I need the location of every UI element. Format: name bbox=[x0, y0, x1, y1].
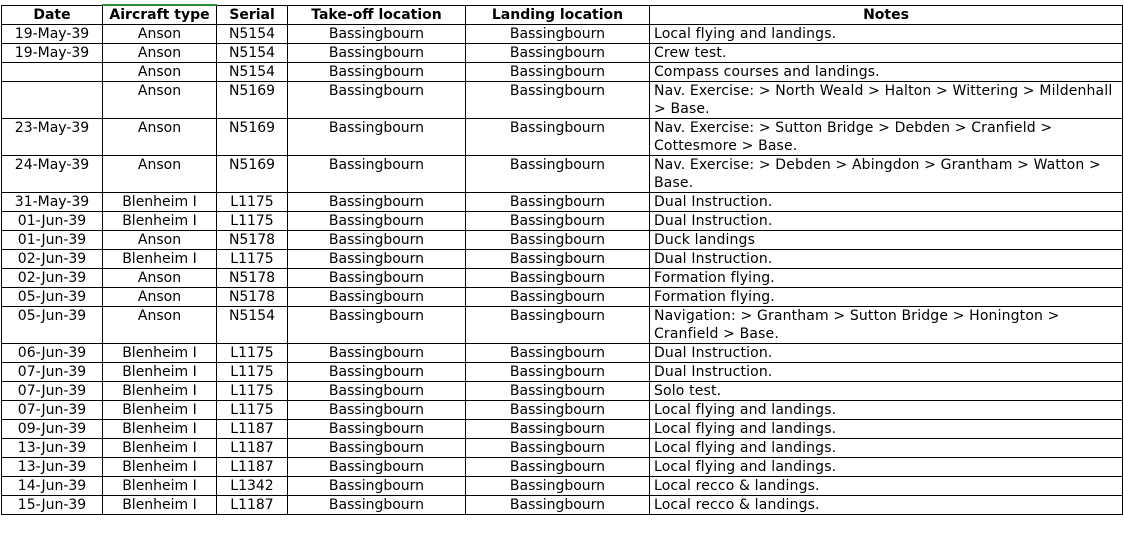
cell-date[interactable]: 05-Jun-39 bbox=[2, 288, 103, 307]
cell-aircraft-type[interactable]: Anson bbox=[103, 288, 217, 307]
table-row bbox=[2, 420, 1123, 439]
table-row bbox=[2, 231, 1123, 250]
cell-takeoff-location[interactable]: Bassingbourn bbox=[288, 250, 466, 269]
cell-aircraft-type[interactable]: Anson bbox=[103, 156, 217, 193]
table-row bbox=[2, 25, 1123, 44]
cell-landing-location[interactable]: Bassingbourn bbox=[466, 496, 650, 515]
header-takeoff-location: Take-off location bbox=[288, 5, 466, 25]
cell-date[interactable]: 07-Jun-39 bbox=[2, 401, 103, 420]
cell-aircraft-type[interactable]: Anson bbox=[103, 63, 217, 82]
cell-aircraft-type[interactable]: Anson bbox=[103, 82, 217, 119]
cell-takeoff-location[interactable]: Bassingbourn bbox=[288, 25, 466, 44]
table-row bbox=[2, 477, 1123, 496]
cell-serial[interactable]: L1342 bbox=[217, 477, 288, 496]
cell-landing-location[interactable]: Bassingbourn bbox=[466, 344, 650, 363]
cell-date[interactable]: 09-Jun-39 bbox=[2, 420, 103, 439]
cell-takeoff-location[interactable]: Bassingbourn bbox=[288, 212, 466, 231]
table-row bbox=[2, 63, 1123, 82]
cell-takeoff-location[interactable]: Bassingbourn bbox=[288, 401, 466, 420]
cell-landing-location[interactable]: Bassingbourn bbox=[466, 458, 650, 477]
cell-aircraft-type[interactable]: Blenheim I bbox=[103, 401, 217, 420]
cell-aircraft-type[interactable]: Blenheim I bbox=[103, 212, 217, 231]
cell-serial[interactable]: N5178 bbox=[217, 288, 288, 307]
cell-aircraft-type[interactable]: Blenheim I bbox=[103, 496, 217, 515]
cell-date[interactable] bbox=[2, 82, 103, 119]
table-row bbox=[2, 82, 1123, 119]
cell-date[interactable]: 19-May-39 bbox=[2, 25, 103, 44]
cell-date[interactable]: 07-Jun-39 bbox=[2, 363, 103, 382]
cell-serial[interactable]: L1187 bbox=[217, 458, 288, 477]
cell-date[interactable]: 13-Jun-39 bbox=[2, 439, 103, 458]
cell-date[interactable]: 01-Jun-39 bbox=[2, 212, 103, 231]
cell-aircraft-type[interactable]: Anson bbox=[103, 231, 217, 250]
cell-aircraft-type[interactable]: Anson bbox=[103, 307, 217, 344]
header-notes: Notes bbox=[650, 5, 1123, 25]
cell-serial[interactable]: L1175 bbox=[217, 401, 288, 420]
cell-landing-location[interactable]: Bassingbourn bbox=[466, 63, 650, 82]
cell-takeoff-location[interactable]: Bassingbourn bbox=[288, 496, 466, 515]
cell-takeoff-location[interactable]: Bassingbourn bbox=[288, 420, 466, 439]
cell-landing-location[interactable]: Bassingbourn bbox=[466, 420, 650, 439]
cell-takeoff-location[interactable]: Bassingbourn bbox=[288, 382, 466, 401]
cell-aircraft-type[interactable]: Anson bbox=[103, 119, 217, 156]
cell-landing-location[interactable]: Bassingbourn bbox=[466, 439, 650, 458]
cell-notes[interactable]: Dual Instruction. bbox=[650, 250, 1123, 269]
cell-date[interactable]: 05-Jun-39 bbox=[2, 307, 103, 344]
header-row bbox=[2, 5, 1123, 25]
cell-notes[interactable]: Dual Instruction. bbox=[650, 212, 1123, 231]
cell-notes[interactable]: Local flying and landings. bbox=[650, 25, 1123, 44]
cell-notes[interactable]: Dual Instruction. bbox=[650, 193, 1123, 212]
cell-serial[interactable]: N5178 bbox=[217, 231, 288, 250]
cell-notes[interactable]: Nav. Exercise: > Sutton Bridge > Debden > Cranfield > Cottesmore > Base. bbox=[650, 119, 1123, 156]
cell-notes[interactable]: Local flying and landings. bbox=[650, 439, 1123, 458]
cell-landing-location[interactable]: Bassingbourn bbox=[466, 193, 650, 212]
cell-date[interactable] bbox=[2, 63, 103, 82]
cell-notes[interactable]: Dual Instruction. bbox=[650, 344, 1123, 363]
cell-serial[interactable]: L1175 bbox=[217, 363, 288, 382]
cell-date[interactable]: 14-Jun-39 bbox=[2, 477, 103, 496]
cell-landing-location[interactable]: Bassingbourn bbox=[466, 401, 650, 420]
cell-takeoff-location[interactable]: Bassingbourn bbox=[288, 156, 466, 193]
table-row bbox=[2, 119, 1123, 156]
cell-notes[interactable]: Local flying and landings. bbox=[650, 420, 1123, 439]
cell-takeoff-location[interactable]: Bassingbourn bbox=[288, 231, 466, 250]
cell-serial[interactable]: L1175 bbox=[217, 212, 288, 231]
cell-landing-location[interactable]: Bassingbourn bbox=[466, 44, 650, 63]
header-landing-location: Landing location bbox=[466, 5, 650, 25]
cell-date[interactable]: 02-Jun-39 bbox=[2, 269, 103, 288]
flight-log-table bbox=[1, 4, 1123, 515]
cell-takeoff-location[interactable]: Bassingbourn bbox=[288, 44, 466, 63]
cell-takeoff-location[interactable]: Bassingbourn bbox=[288, 477, 466, 496]
table-row bbox=[2, 212, 1123, 231]
header-aircraft-type[interactable]: Aircraft type bbox=[103, 5, 217, 25]
cell-date[interactable]: 23-May-39 bbox=[2, 119, 103, 156]
table-row bbox=[2, 307, 1123, 344]
table-row bbox=[2, 401, 1123, 420]
cell-serial[interactable]: N5169 bbox=[217, 156, 288, 193]
cell-landing-location[interactable]: Bassingbourn bbox=[466, 212, 650, 231]
cell-aircraft-type[interactable]: Anson bbox=[103, 269, 217, 288]
cell-serial[interactable]: L1187 bbox=[217, 496, 288, 515]
table-row bbox=[2, 363, 1123, 382]
cell-aircraft-type[interactable]: Blenheim I bbox=[103, 458, 217, 477]
cell-date[interactable]: 31-May-39 bbox=[2, 193, 103, 212]
cell-landing-location[interactable]: Bassingbourn bbox=[466, 119, 650, 156]
table-row bbox=[2, 439, 1123, 458]
cell-landing-location[interactable]: Bassingbourn bbox=[466, 156, 650, 193]
cell-aircraft-type[interactable]: Blenheim I bbox=[103, 193, 217, 212]
cell-serial[interactable]: N5154 bbox=[217, 63, 288, 82]
cell-serial[interactable]: N5154 bbox=[217, 25, 288, 44]
cell-notes[interactable]: Local recco & landings. bbox=[650, 477, 1123, 496]
cell-takeoff-location[interactable]: Bassingbourn bbox=[288, 269, 466, 288]
cell-landing-location[interactable]: Bassingbourn bbox=[466, 269, 650, 288]
cell-aircraft-type[interactable]: Blenheim I bbox=[103, 344, 217, 363]
cell-serial[interactable]: N5169 bbox=[217, 119, 288, 156]
cell-serial[interactable]: N5154 bbox=[217, 44, 288, 63]
header-serial: Serial bbox=[217, 5, 288, 25]
table-row bbox=[2, 44, 1123, 63]
table-row bbox=[2, 496, 1123, 515]
cell-takeoff-location[interactable]: Bassingbourn bbox=[288, 344, 466, 363]
cell-landing-location[interactable]: Bassingbourn bbox=[466, 477, 650, 496]
cell-takeoff-location[interactable]: Bassingbourn bbox=[288, 458, 466, 477]
cell-serial[interactable]: L1175 bbox=[217, 250, 288, 269]
cell-aircraft-type[interactable]: Anson bbox=[103, 25, 217, 44]
table-row bbox=[2, 344, 1123, 363]
cell-aircraft-type[interactable]: Blenheim I bbox=[103, 250, 217, 269]
cell-date[interactable]: 13-Jun-39 bbox=[2, 458, 103, 477]
cell-notes[interactable]: Local recco & landings. bbox=[650, 496, 1123, 515]
cell-aircraft-type[interactable]: Blenheim I bbox=[103, 439, 217, 458]
cell-takeoff-location[interactable]: Bassingbourn bbox=[288, 63, 466, 82]
cell-serial[interactable]: N5154 bbox=[217, 307, 288, 344]
cell-landing-location[interactable]: Bassingbourn bbox=[466, 288, 650, 307]
cell-notes[interactable]: Dual Instruction. bbox=[650, 363, 1123, 382]
cell-takeoff-location[interactable]: Bassingbourn bbox=[288, 119, 466, 156]
cell-landing-location[interactable]: Bassingbourn bbox=[466, 82, 650, 119]
cell-notes[interactable]: Local flying and landings. bbox=[650, 401, 1123, 420]
table-row bbox=[2, 288, 1123, 307]
cell-takeoff-location[interactable]: Bassingbourn bbox=[288, 439, 466, 458]
cell-notes[interactable]: Compass courses and landings. bbox=[650, 63, 1123, 82]
cell-serial[interactable]: L1175 bbox=[217, 193, 288, 212]
table-row bbox=[2, 382, 1123, 401]
cell-notes[interactable]: Local flying and landings. bbox=[650, 458, 1123, 477]
cell-date[interactable]: 19-May-39 bbox=[2, 44, 103, 63]
cell-notes[interactable]: Crew test. bbox=[650, 44, 1123, 63]
cell-takeoff-location[interactable]: Bassingbourn bbox=[288, 363, 466, 382]
cell-takeoff-location[interactable]: Bassingbourn bbox=[288, 82, 466, 119]
cell-date[interactable]: 02-Jun-39 bbox=[2, 250, 103, 269]
table-row bbox=[2, 458, 1123, 477]
cell-landing-location[interactable]: Bassingbourn bbox=[466, 363, 650, 382]
cell-takeoff-location[interactable]: Bassingbourn bbox=[288, 307, 466, 344]
header-date: Date bbox=[2, 5, 103, 25]
cell-notes[interactable]: Formation flying. bbox=[650, 269, 1123, 288]
cell-aircraft-type[interactable]: Blenheim I bbox=[103, 477, 217, 496]
cell-notes[interactable]: Nav. Exercise: > Debden > Abingdon > Grantham > Watton > Base. bbox=[650, 156, 1123, 193]
cell-landing-location[interactable]: Bassingbourn bbox=[466, 25, 650, 44]
cell-date[interactable]: 15-Jun-39 bbox=[2, 496, 103, 515]
cell-landing-location[interactable]: Bassingbourn bbox=[466, 250, 650, 269]
cell-serial[interactable]: N5169 bbox=[217, 82, 288, 119]
cell-takeoff-location[interactable]: Bassingbourn bbox=[288, 288, 466, 307]
table-row bbox=[2, 193, 1123, 212]
cell-aircraft-type[interactable]: Blenheim I bbox=[103, 420, 217, 439]
table-row bbox=[2, 250, 1123, 269]
cell-takeoff-location[interactable]: Bassingbourn bbox=[288, 193, 466, 212]
cell-landing-location[interactable]: Bassingbourn bbox=[466, 382, 650, 401]
cell-serial[interactable]: L1175 bbox=[217, 344, 288, 363]
cell-serial[interactable]: L1187 bbox=[217, 439, 288, 458]
cell-notes[interactable]: Navigation: > Grantham > Sutton Bridge > Honington > Cranfield > Base. bbox=[650, 307, 1123, 344]
cell-landing-location[interactable]: Bassingbourn bbox=[466, 307, 650, 344]
cell-notes[interactable]: Formation flying. bbox=[650, 288, 1123, 307]
cell-date[interactable]: 24-May-39 bbox=[2, 156, 103, 193]
cell-serial[interactable]: L1175 bbox=[217, 382, 288, 401]
table-row bbox=[2, 156, 1123, 193]
cell-notes[interactable]: Nav. Exercise: > North Weald > Halton > Wittering > Mildenhall > Base. bbox=[650, 82, 1123, 119]
cell-date[interactable]: 01-Jun-39 bbox=[2, 231, 103, 250]
table-row bbox=[2, 269, 1123, 288]
cell-aircraft-type[interactable]: Blenheim I bbox=[103, 363, 217, 382]
cell-notes[interactable]: Duck landings bbox=[650, 231, 1123, 250]
cell-serial[interactable]: L1187 bbox=[217, 420, 288, 439]
cell-date[interactable]: 06-Jun-39 bbox=[2, 344, 103, 363]
cell-aircraft-type[interactable]: Anson bbox=[103, 44, 217, 63]
cell-landing-location[interactable]: Bassingbourn bbox=[466, 231, 650, 250]
cell-notes[interactable]: Solo test. bbox=[650, 382, 1123, 401]
cell-date[interactable]: 07-Jun-39 bbox=[2, 382, 103, 401]
cell-aircraft-type[interactable]: Blenheim I bbox=[103, 382, 217, 401]
cell-serial[interactable]: N5178 bbox=[217, 269, 288, 288]
